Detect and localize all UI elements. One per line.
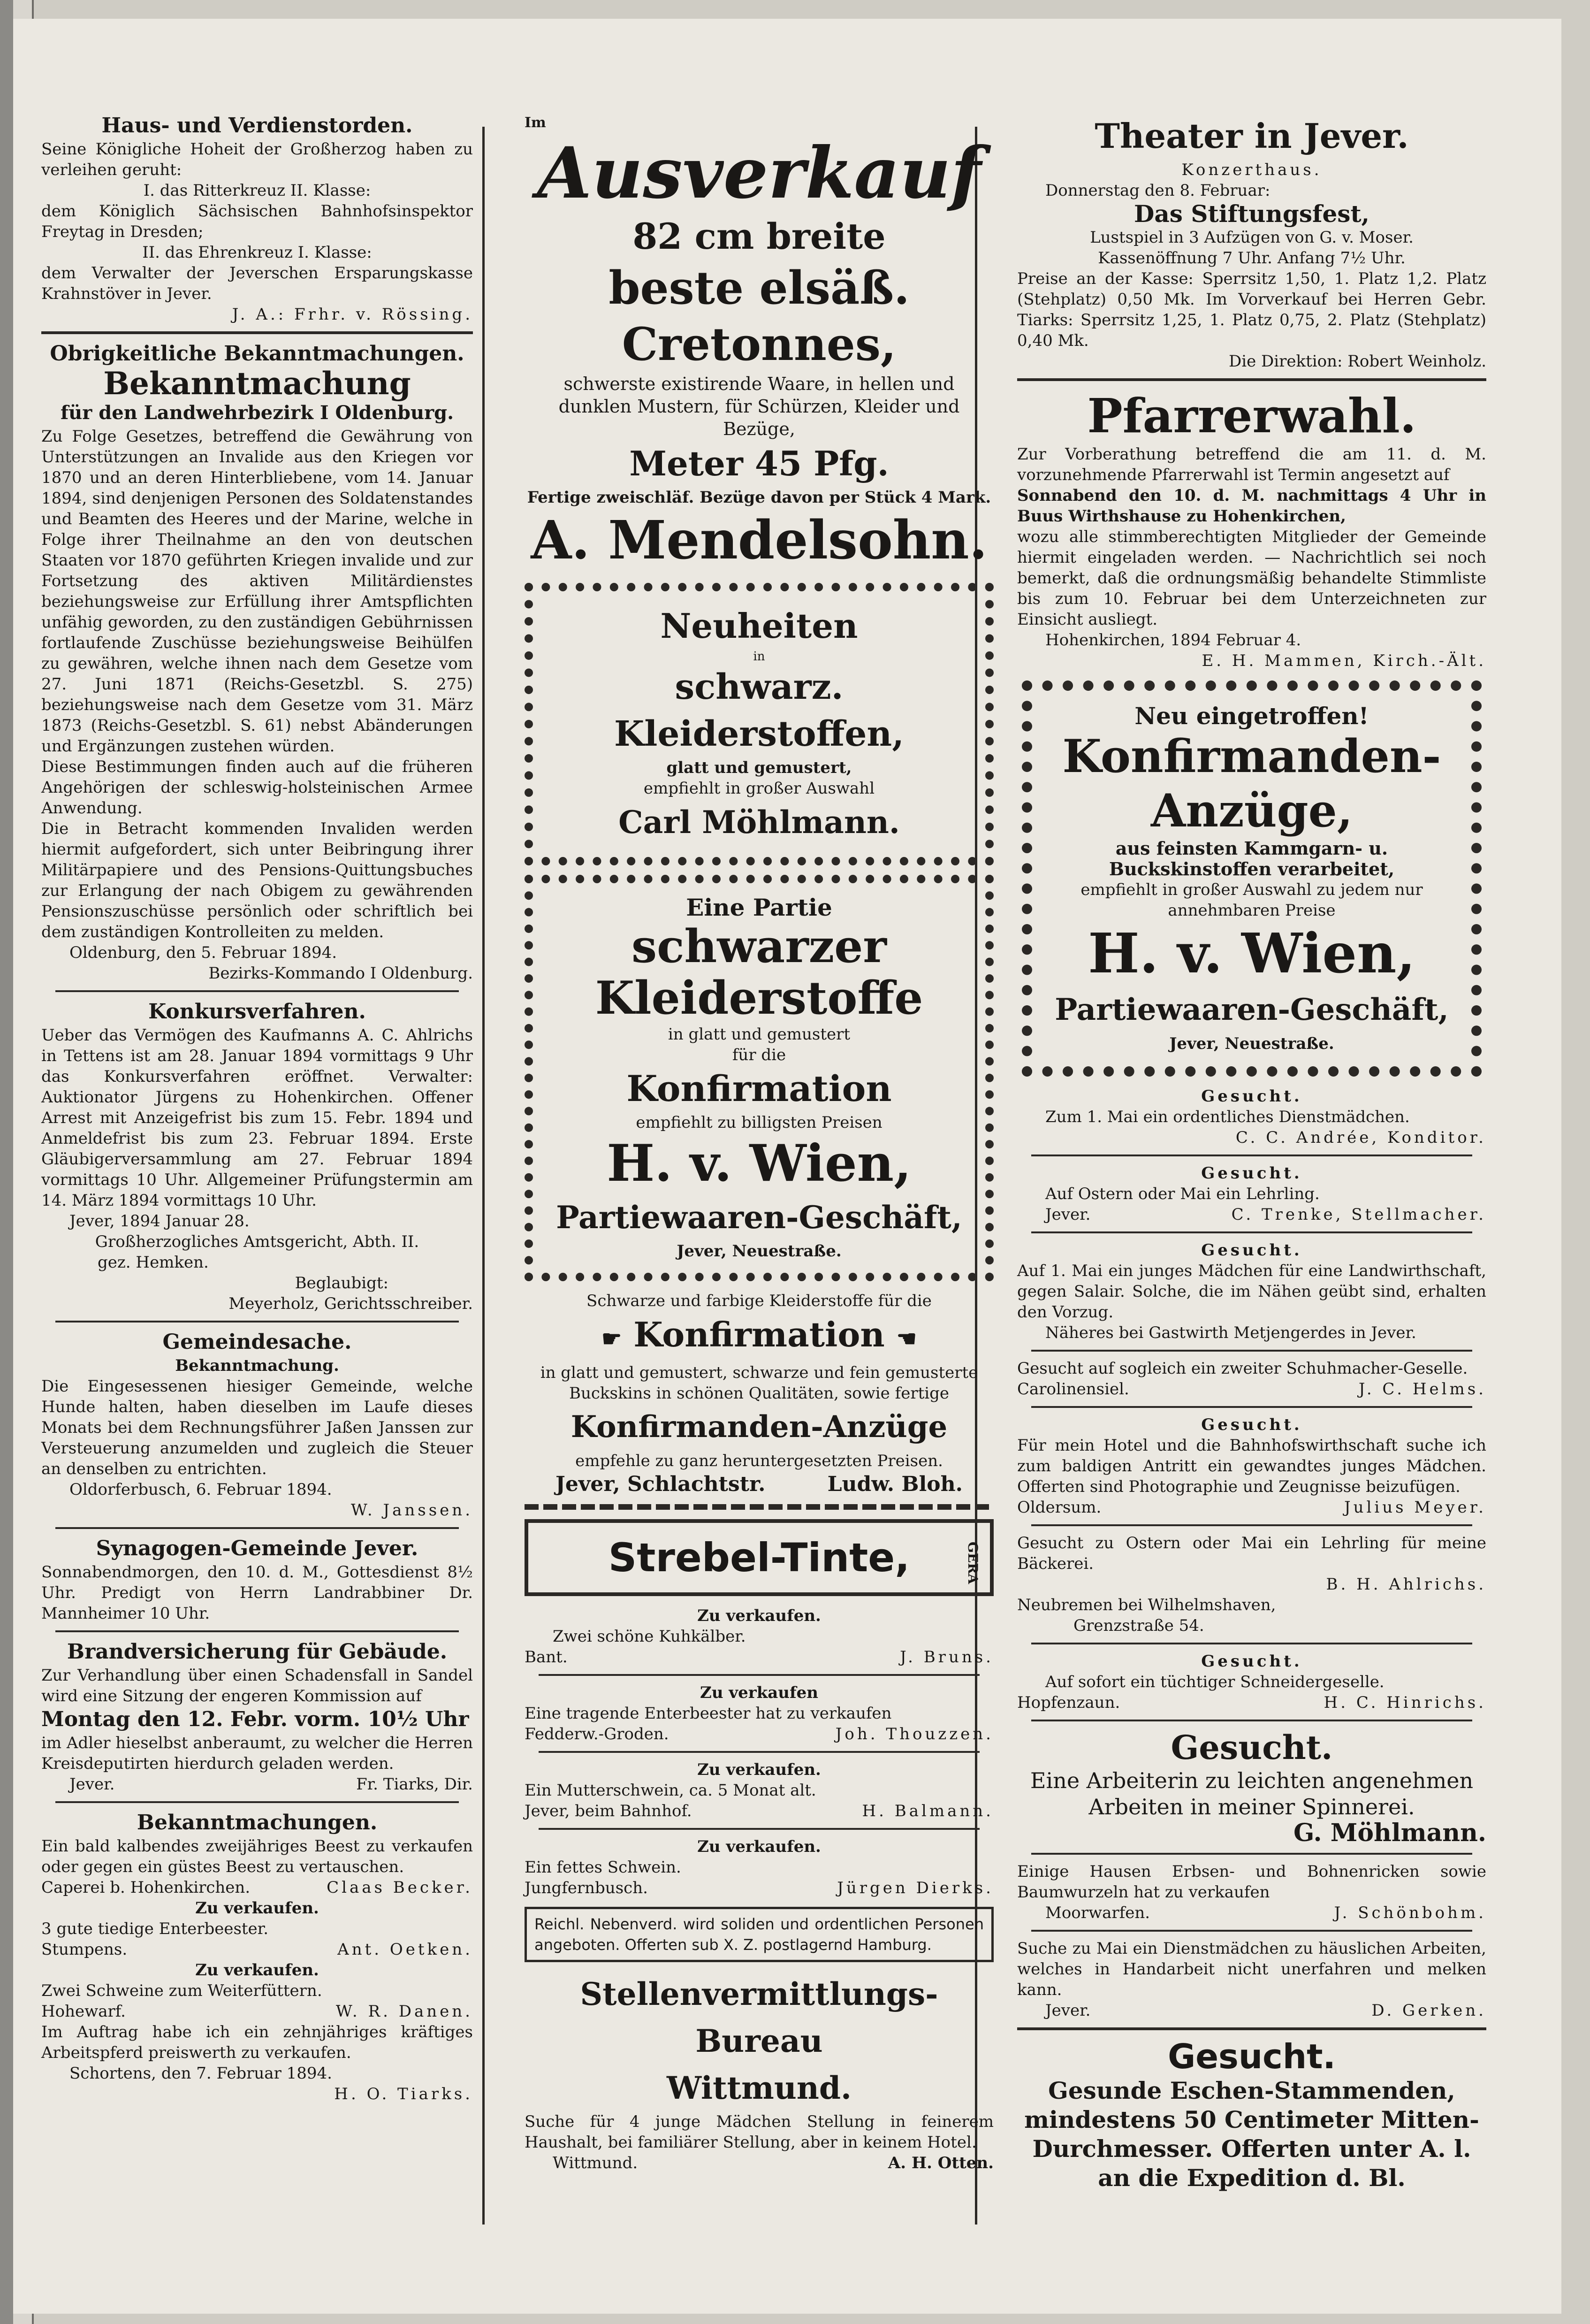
orden-signature: J. A.: Frhr. v. Rössing. (232, 305, 473, 324)
signature-row (1017, 1692, 1486, 1713)
orden-text: dem Königlich Sächsischen Bahnhofsinspektor Freytag in Dresden; (41, 202, 473, 241)
ad-text: Ein Mutterschwein, ca. 5 Monat alt. (525, 1781, 816, 1800)
signature-row (525, 1724, 994, 1744)
wien-preise: empfiehlt zu billigsten Preisen (636, 1113, 882, 1132)
bekanntmachung-date: Oldenburg, den 5. Februar 1894. (69, 943, 337, 962)
ad-text: Zum 1. Mai ein ordentliches Dienstmädchen. (1045, 1108, 1410, 1126)
konkurs-court: Großherzogliches Amtsgericht, Abth. II. (95, 1232, 419, 1251)
pfarrerwahl-title: Pfarrerwahl. (1087, 388, 1416, 443)
synagoge-text: Sonnabendmorgen, den 10. d. M., Gottesdienst 8½ Uhr. Predigt von Herrn Landrabbiner Dr. Mannheimer 10 Uhr. (41, 1563, 473, 1623)
theater-date: Donnerstag den 8. Februar: (1045, 181, 1270, 200)
divider (55, 1801, 459, 1803)
konfirmanden-title: Konfirmanden- (1062, 730, 1441, 783)
column-rule (482, 127, 485, 2225)
place: Neubremen bei Wilhelmshaven, (1017, 1596, 1276, 1614)
neu-eingetroffen: Neu eingetroffen! (1134, 702, 1369, 730)
place: Fedderw.-Groden. (525, 1725, 669, 1743)
orden-text: dem Verwalter der Jeverschen Ersparungskasse Krahnstöver in Jever. (41, 264, 473, 303)
signature-row (1017, 1204, 1486, 1225)
theater-venue: Konzerthaus. (1181, 161, 1322, 179)
gemeinde-date: Oldorferbusch, 6. Februar 1894. (69, 1480, 332, 1499)
moehlmann-ad-box (525, 583, 994, 865)
bekanntmachungen-text: Ein bald kalbendes zweijähriges Beest zu verkaufen oder gegen ein güstes Beest zu vertauschen. (41, 1837, 473, 1876)
neuheiten-product: schwarz. Kleiderstoffen, (614, 667, 904, 754)
ad-text: Im Auftrag habe ich ein zehnjähriges kräftiges Arbeitspferd preiswerth zu verkaufen. (41, 2023, 473, 2062)
bekanntmachung-subtitle: für den Landwehrbezirk I Oldenburg. (60, 402, 454, 424)
signature-row (1017, 1903, 1486, 1923)
pointing-hand-icon: ☚ (896, 1326, 917, 1352)
ausverkauf-bezuege: Fertige zweischläf. Bezüge davon per Stück 4 Mark. (527, 488, 991, 507)
konfirmanden-material: aus feinsten Kammgarn- u. Buckskinstoffen verarbeitet, (1109, 838, 1395, 879)
bloh-konfirmation-label: Konfirmation (633, 1315, 885, 1354)
ad-title: Zu verkaufen (700, 1683, 818, 1702)
signature: C. C. Andrée, Konditor. (1235, 1128, 1486, 1147)
divider (1017, 378, 1486, 381)
wien-shop: Partiewaaren-Geschäft, (1055, 992, 1449, 1027)
spinnerei-signature: G. Möhlmann. (1293, 1819, 1486, 1847)
bloh-konfirmation (525, 1311, 994, 1362)
mendelsohn-name: A. Mendelsohn. (531, 510, 988, 571)
place: Stumpens. (41, 1940, 128, 1959)
bekanntmachungen-title: Bekanntmachungen. (137, 1811, 378, 1835)
signature: A. H. Otten. (888, 2154, 994, 2172)
divider (55, 1630, 459, 1632)
ad-title: Gesucht. (1201, 1652, 1302, 1671)
kleiderstoffe-title: Kleiderstoffe (595, 971, 923, 1024)
signature-row (1017, 2000, 1486, 2021)
bekanntmachung-title: Bekanntmachung (103, 365, 411, 402)
ad-text: Auf Ostern oder Mai ein Lehrling. (1045, 1185, 1320, 1203)
place: Jungfernbusch. (525, 1879, 648, 1897)
brand-date: Montag den 12. Febr. vorm. 10½ Uhr (41, 1707, 469, 1731)
synagoge-title: Synagogen-Gemeinde Jever. (96, 1537, 418, 1560)
ausverkauf-price: Meter 45 Pfg. (629, 443, 889, 483)
gemeinde-text: Die Eingesessenen hiesiger Gemeinde, welche Hunde halten, haben dieselben im Laufe dieses Monats bei dem Rechnungsführer Jaßen Janssen zur Versteuerung anzumelden und zugleich die Steuer an denselben zu entrichten. (41, 1377, 473, 1478)
wien-fuer: für die (732, 1046, 786, 1064)
divider (55, 1321, 459, 1323)
ad-title: Zu verkaufen. (195, 1961, 319, 1980)
signature: D. Gerken. (1371, 2001, 1486, 2020)
place: Grenzstraße 54. (1073, 1616, 1204, 1635)
moehlmann-name: Carl Möhlmann. (618, 804, 900, 841)
pfarrerwahl-text: Zur Vorberathung betreffend die am 11. d. M. vorzunehmende Pfarrerwahl ist Termin angesetzt auf (1017, 445, 1486, 484)
signature-row (525, 1801, 994, 1821)
theater-title: Theater in Jever. (1095, 116, 1409, 156)
signature-row (525, 2153, 994, 2173)
bekanntmachung-text: Die in Betracht kommenden Invaliden werden hiermit aufgefordert, sich unter Beibringung ihrer Militärpapiere und des Pensions-Quittungsbuches zur Erlangung der nach Obigem zu gewährenden Pensionszuschüsse persönlich oder schriftlich bei dem zuständigen Kontrolleiten zu melden. (41, 819, 473, 941)
bekanntmachung-text: Diese Bestimmungen finden auch auf die früheren Angehörigen der schleswig-holsteinischen Armee Anwendung. (41, 757, 473, 818)
wien-konfirmanden-ad-box (1022, 680, 1482, 1077)
ad-text: Auf 1. Mai ein junges Mädchen für eine Landwirthschaft, gegen Salair. Solche, die im Nähen geübt sind, erhalten den Vorzug. (1017, 1261, 1486, 1322)
place: Hopfenzaun. (1017, 1693, 1120, 1712)
bloh-intro: Schwarze und farbige Kleiderstoffe für die (586, 1292, 932, 1310)
signature-row (1017, 1379, 1486, 1399)
strebel-ad-box (525, 1519, 994, 1596)
theater-times: Kassenöffnung 7 Uhr. Anfang 7½ Uhr. (1098, 249, 1406, 268)
ad-text: Zwei Schweine zum Weiterfüttern. (41, 1981, 322, 2000)
ad-text: Näheres bei Gastwirth Metjengerdes in Jever. (1045, 1323, 1416, 1342)
theater-prices: Preise an der Kasse: Sperrsitz 1,50, 1. Platz 1,2. Platz (Stehplatz) 0,50 Mk. Im Vorverkauf bei Herren Gebr. Tiarks: Sperrsitz 1,25, 1. Platz 0,75, 2. Platz (Stehplatz) 0,40 Mk. (1017, 269, 1486, 350)
signature: Joh. Thouzzen. (835, 1725, 994, 1743)
ad-text: Einige Hausen Erbsen- und Bohnenricken sowie Baumwurzeln hat zu verkaufen (1017, 1862, 1486, 1902)
column-right (1017, 113, 1486, 2193)
ausverkauf-width: 82 cm breite (632, 215, 886, 257)
signature-row (525, 1647, 994, 1667)
signature-row (41, 2001, 473, 2022)
signature: H. O. Tiarks. (334, 2085, 473, 2103)
stellen-text: Suche für 4 junge Mädchen Stellung in feinerem Haushalt, bei familiärer Stellung, aber in keinem Hotel. (525, 2112, 994, 2152)
stellen-place: Wittmund. (667, 2070, 852, 2106)
pfarrerwahl-date: Sonnabend den 10. d. M. nachmittags 4 Uhr in Buus Wirthshause zu Hohenkirchen, (1017, 486, 1486, 526)
bekanntmachung-signature: Bezirks-Kommando I Oldenburg. (208, 964, 473, 983)
bloh-address: Jever, Schlachtstr. (555, 1472, 766, 1496)
gemeinde-title: Gemeindesache. (162, 1330, 352, 1354)
schwarzer-title: schwarzer (631, 920, 887, 973)
divider (539, 1751, 980, 1753)
ad-text: Gesucht auf sogleich ein zweiter Schuhmacher-Geselle. (1017, 1359, 1468, 1378)
place: Jever. (1045, 1205, 1091, 1224)
konkurs-title: Konkursverfahren. (148, 1000, 366, 1024)
strebel-gera: GERA (965, 1542, 981, 1584)
theater-play: Das Stiftungsfest, (1134, 200, 1369, 228)
signature: J. C. Helms. (1358, 1380, 1486, 1399)
bloh-anzuege: Konfirmanden-Anzüge (571, 1409, 948, 1445)
ad-text: Für mein Hotel und die Bahnhofswirthschaft suche ich zum baldigen Antritt ein gewandtes junges Mädchen. Offerten sind Photographie und Zeugnisse beizufügen. (1017, 1436, 1486, 1496)
neuheiten-in: in (753, 650, 765, 664)
brand-signature: Fr. Tiarks, Dir. (356, 1775, 473, 1794)
ad-title: Gesucht. (1201, 1241, 1302, 1260)
eschen-title: Gesucht. (1168, 2037, 1336, 2076)
wien-address: Jever, Neuestraße. (677, 1242, 842, 1261)
bloh-signature-row (525, 1471, 994, 1498)
place: Hohewarf. (41, 2002, 126, 2021)
bloh-name: Ludw. Bloh. (827, 1472, 963, 1496)
signature: Ant. Oetken. (337, 1940, 473, 1959)
stellen-title: Stellenvermittlungs-Bureau (580, 1976, 938, 2059)
ad-date: Schortens, den 7. Februar 1894. (69, 2064, 332, 2083)
ad-text: 3 gute tiedige Enterbeester. (41, 1919, 269, 1938)
brand-text: im Adler hieselbst anberaumt, zu welcher die Herren Kreisdeputirten hierdurch geladen werden. (41, 1734, 473, 1773)
ad-title: Zu verkaufen. (195, 1899, 319, 1918)
divider (1031, 1406, 1472, 1408)
ad-title: Gesucht. (1201, 1415, 1302, 1434)
book-spine (0, 0, 13, 2324)
bloh-preise: empfehle zu ganz heruntergesetzten Preisen. (575, 1452, 943, 1470)
neuheiten-variant: glatt und gemustert, (666, 758, 852, 777)
ornament-divider (525, 1504, 994, 1510)
orden-text: II. das Ehrenkreuz I. Klasse: (142, 243, 372, 262)
reichl-ad-box (525, 1907, 994, 1962)
gemeinde-signature: W. Janssen. (350, 1501, 473, 1520)
pointing-hand-icon: ☛ (601, 1326, 622, 1352)
ad-title: Gesucht. (1201, 1087, 1302, 1106)
ausverkauf-product: beste elsäß. Cretonnes, (609, 261, 910, 371)
signature: Claas Becker. (327, 1878, 473, 1897)
divider (1031, 1350, 1472, 1352)
reichl-text: Reichl. Nebenverd. wird soliden und ordentlichen Personen angeboten. Offerten sub X. Z. postlagernd Hamburg. (534, 1915, 984, 1954)
spinnerei-title: Gesucht. (1171, 1728, 1333, 1767)
divider (1031, 1930, 1472, 1932)
signature: J. Bruns. (900, 1648, 994, 1667)
place: Moorwarfen. (1045, 1904, 1150, 1922)
signature: H. C. Hinrichs. (1324, 1693, 1486, 1712)
theater-description: Lustspiel in 3 Aufzügen von G. v. Moser. (1090, 228, 1414, 247)
konfirmanden-empfiehlt: empfiehlt in großer Auswahl zu jedem nur annehmbaren Preise (1080, 880, 1423, 920)
bekanntmachung-text: Zu Folge Gesetzes, betreffend die Gewährung von Unterstützungen an Invalide aus den Kriegen vor 1870 und an deren Hinterbliebene, vom 14. Januar 1894, sind denjenigen Personen des Soldatenstandes und Beamten des Heeres und der Marine, welche in Folge ihrer Theilnahme an den von deutschen Staaten vor 1870 geführten Kriegen invalide und zur Fortsetzung des aktiven Militärdienstes beziehungsweise zur Erfüllung ihrer Amtspflichten unfähig geworden, zu den zuständigen Gebührnissen fortlaufende Zuschüsse beziehungsweise Beihülfen zu gewähren, welche ihnen nach dem Gesetze vom 27. Juni 1871 (Reichs-Gesetzbl. S. 275) beziehungsweise nach dem Gesetze vom 31. März 1873 (Reichs-Gesetzbl. S. 61) nebst Abänderungen und Ergänzungen zustehen würden. (41, 427, 473, 756)
column-left (41, 113, 473, 2104)
konkurs-signature: Beglaubigt: (295, 1274, 388, 1292)
wien-address: Jever, Neuestraße. (1169, 1034, 1334, 1053)
wien-variant: in glatt und gemustert (668, 1025, 851, 1044)
divider (1031, 1853, 1472, 1855)
divider (55, 990, 459, 992)
ad-title: Zu verkaufen. (697, 1837, 821, 1856)
pfarrerwahl-text: wozu alle stimmberechtigten Mitglieder der Gemeinde hiermit eingeladen werden. — Nachrichtlich sei noch bemerkt, daß die ordnungsmäßig behandelte Stimmliste bis zum 10. Februar bei dem Unterzeichneten zur Einsicht ausliegt. (1017, 527, 1486, 629)
signature-row (525, 1878, 994, 1898)
place: Jever, beim Bahnhof. (525, 1802, 692, 1820)
divider (55, 1527, 459, 1529)
signature: H. Balmann. (862, 1802, 994, 1820)
place: Bant. (525, 1648, 568, 1667)
brand-signature-row (41, 1774, 473, 1795)
place: Oldersum. (1017, 1498, 1102, 1517)
signature-row (41, 1877, 473, 1898)
orden-title: Haus- und Verdienstorden. (101, 114, 413, 138)
place: Jever. (1045, 2001, 1091, 2020)
divider (1031, 1154, 1472, 1156)
neuheiten-empfiehlt: empfiehlt in großer Auswahl (643, 779, 875, 798)
divider (1031, 1720, 1472, 1721)
pfarrerwahl-place: Hohenkirchen, 1894 Februar 4. (1045, 631, 1301, 650)
newspaper-page (13, 19, 1561, 2314)
brand-text: Zur Verhandlung über einen Schadensfall in Sandel wird eine Sitzung der engeren Kommission auf (41, 1666, 473, 1705)
signature-row (1017, 1497, 1486, 1518)
ad-title: Zu verkaufen. (697, 1760, 821, 1779)
konkurs-signature: gez. Hemken. (98, 1253, 209, 1272)
column-middle (525, 113, 994, 2173)
ad-text: Zwei schöne Kuhkälber. (553, 1627, 746, 1646)
ad-text: Gesucht zu Ostern oder Mai ein Lehrling für meine Bäckerei. (1017, 1534, 1486, 1573)
divider (1031, 1643, 1472, 1644)
orden-text: Seine Königliche Hoheit der Großherzog haben zu verleihen geruht: (41, 140, 473, 179)
ausverkauf-title: Ausverkauf (537, 132, 981, 214)
brand-title: Brandversicherung für Gebäude. (67, 1640, 448, 1664)
orden-text: I. das Ritterkreuz II. Klasse: (143, 181, 371, 200)
konfirmation-title: Konfirmation (626, 1068, 892, 1109)
strebel-title: Strebel-Tinte, (608, 1535, 910, 1581)
ad-title: Gesucht. (1201, 1164, 1302, 1183)
signature: B. H. Ahlrichs. (1326, 1575, 1486, 1594)
theater-direktion: Die Direktion: Robert Weinholz. (1228, 352, 1486, 371)
signature: Jürgen Dierks. (837, 1879, 994, 1897)
ad-text: Suche zu Mai ein Dienstmädchen zu häuslichen Arbeiten, welches in Handarbeit nicht unerfahren und melken kann. (1017, 1939, 1486, 1999)
ad-title: Zu verkaufen. (697, 1606, 821, 1625)
place: Wittmund. (553, 2154, 638, 2172)
divider (539, 1828, 980, 1830)
gemeinde-subtitle: Bekanntmachung. (175, 1356, 339, 1375)
place: Caperei b. Hohenkirchen. (41, 1878, 251, 1897)
divider (1031, 1231, 1472, 1233)
pfarrerwahl-signature: E. H. Mammen, Kirch.-Ält. (1202, 651, 1486, 670)
ad-text: Auf sofort ein tüchtiger Schneidergeselle. (1045, 1673, 1385, 1691)
divider (1031, 1524, 1472, 1526)
spinnerei-text: Eine Arbeiterin zu leichten angenehmen Arbeiten in meiner Spinnerei. (1030, 1768, 1474, 1819)
signature-row (41, 1939, 473, 1960)
ausverkauf-description: schwerste existirende Waare, in hellen und dunklen Mustern, für Schürzen, Kleider und Bezüge, (558, 374, 960, 439)
section-title: Obrigkeitliche Bekanntmachungen. (50, 342, 464, 366)
konkurs-signature: Meyerholz, Gerichtsschreiber. (228, 1294, 473, 1313)
signature: W. R. Danen. (335, 2002, 473, 2021)
signature: C. Trenke, Stellmacher. (1231, 1205, 1486, 1224)
partie-label: Eine Partie (686, 894, 832, 921)
divider (1017, 2027, 1486, 2030)
divider (539, 1674, 980, 1676)
wien-name: H. v. Wien, (607, 1134, 912, 1193)
signature: Julius Meyer. (1344, 1498, 1486, 1517)
place: Carolinensiel. (1017, 1380, 1129, 1399)
eschen-text: Gesunde Eschen-Stammenden, mindestens 50 Centimeter Mitten-Durchmesser. Offerten unter A. l. an die Expedition d. Bl. (1024, 2077, 1479, 2192)
wien-shop: Partiewaaren-Geschäft, (556, 1199, 962, 1236)
ausverkauf-prefix: Im (525, 115, 546, 131)
signature: J. Schönbohm. (1334, 1904, 1486, 1922)
ad-text: Eine tragende Enterbeester hat zu verkaufen (525, 1704, 892, 1723)
anzuege-title: Anzüge, (1150, 784, 1353, 837)
konkurs-date: Jever, 1894 Januar 28. (69, 1212, 250, 1231)
wien-name: H. v. Wien, (1088, 922, 1415, 986)
ad-text: Ein fettes Schwein. (525, 1858, 681, 1877)
konkurs-text: Ueber das Vermögen des Kaufmanns A. C. Ahlrichs in Tettens ist am 28. Januar 1894 vormittags 9 Uhr das Konkursverfahren eröffnet. Verwalter: Auktionator Jürgens zu Hohenkirchen. Offener Arrest mit Anzeigefrist bis zum 15. Febr. 1894 und Anmeldefrist bis zum 23. Februar 1894. Erste Gläubigerversammlung am 27. Februar 1894 vormittags 10 Uhr. Allgemeiner Prüfungstermin am 14. März 1894 vormittags 10 Uhr. (41, 1026, 473, 1210)
divider (41, 331, 473, 334)
wien-ad-box (525, 875, 994, 1281)
bloh-text: in glatt und gemustert, schwarze und fein gemusterte Buckskins in schönen Qualitäten, sowie fertige (540, 1363, 978, 1403)
brand-place: Jever. (69, 1775, 115, 1794)
neuheiten-title: Neuheiten (660, 606, 858, 646)
